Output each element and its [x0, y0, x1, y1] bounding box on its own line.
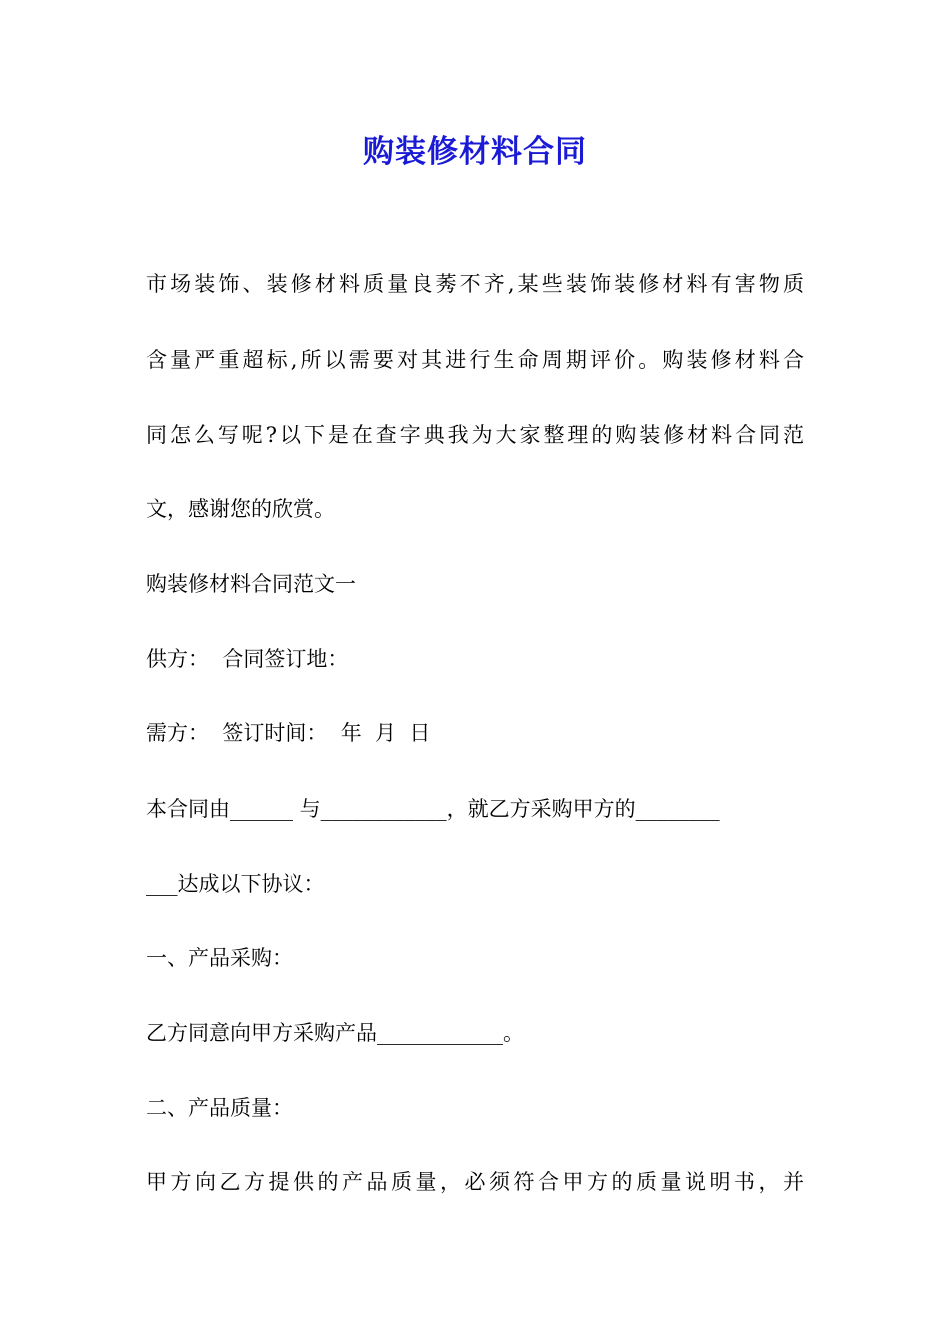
clause-2-body: 甲方向乙方提供的产品质量，必须符合甲方的质量说明书，并: [146, 1170, 804, 1194]
supplier-line: 供方： 合同签订地：: [146, 647, 349, 671]
paragraph-line-3: 同怎么写呢?以下是在查字典我为大家整理的购装修材料合同范: [146, 423, 804, 447]
paragraph-line-1: 市场装饰、装修材料质量良莠不齐,某些装饰装修材料有害物质: [146, 272, 804, 296]
document-title: 购装修材料合同: [363, 134, 587, 170]
clause-1-body: 乙方同意向甲方采购产品____________。: [146, 1021, 524, 1045]
clause-2-heading: 二、产品质量：: [146, 1096, 293, 1120]
paragraph-line-4: 文，感谢您的欣赏。: [146, 497, 335, 521]
contract-parties-line: 本合同由______ 与____________，就乙方采购甲方的________: [146, 797, 720, 821]
paragraph-line-2: 含量严重超标,所以需要对其进行生命周期评价。购装修材料合: [146, 348, 804, 372]
buyer-line: 需方： 签订时间： 年 月 日: [146, 721, 431, 745]
clause-1-heading: 一、产品采购：: [146, 946, 293, 970]
agreement-line: ___达成以下协议：: [146, 872, 325, 896]
section-heading-sample-one: 购装修材料合同范文一: [146, 572, 356, 596]
